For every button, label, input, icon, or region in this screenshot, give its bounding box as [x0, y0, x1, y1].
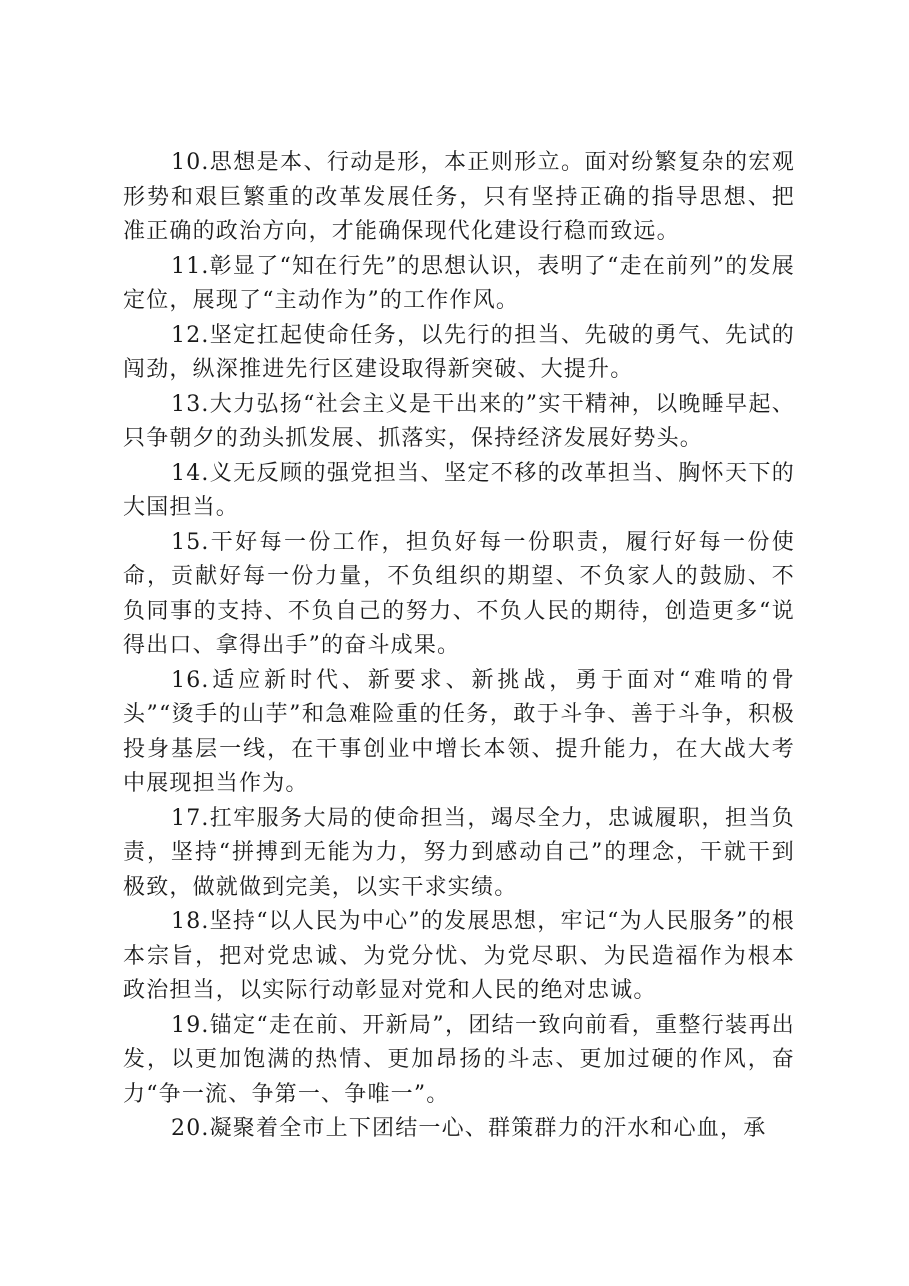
paragraph-19: 19.锚定“走在前、开新局”，团结一致向前看，重整行装再出发，以更加饱满的热情、更加昂扬的斗志、更加过硬的作风，奋力“争一流、争第一、争唯一”。 [123, 1012, 795, 1107]
paragraph-14: 14.义无反顾的强党担当、坚定不移的改革担当、胸怀天下的大国担当。 [123, 460, 795, 520]
paragraph-13: 13.大力弘扬“社会主义是干出来的”实干精神，以晚睡早起、只争朝夕的劲头抓发展、抓落实，保持经济发展好势头。 [123, 391, 795, 451]
paragraph-12: 12.坚定扛起使命任务，以先行的担当、先破的勇气、先试的闯劲，纵深推进先行区建设取得新突破、大提升。 [123, 322, 795, 382]
paragraph-18: 18.坚持“以人民为中心”的发展思想，牢记“为人民服务”的根本宗旨，把对党忠诚、为党分忧、为党尽职、为民造福作为根本政治担当，以实际行动彰显对党和人民的绝对忠诚。 [123, 909, 795, 1003]
paragraph-17: 17.扛牢服务大局的使命担当，竭尽全力，忠诚履职，担当负责，坚持“拼搏到无能为力，努力到感动自己”的理念，干就干到极致，做就做到完美，以实干求实绩。 [123, 805, 795, 900]
paragraph-20: 20.凝聚着全市上下团结一心、群策群力的汗水和心血，承 [171, 1116, 767, 1141]
paragraph-11: 11.彰显了“知在行先”的思想认识，表明了“走在前列”的发展定位，展现了“主动作为”的工作作风。 [123, 253, 795, 313]
paragraph-15: 15.干好每一份工作，担负好每一份职责，履行好每一份使命，贡献好每一份力量，不负组织的期望、不负家人的鼓励、不负同事的支持、不负自己的努力、不负人民的期待，创造更多“说得出口、拿得出手”的奋斗成果。 [123, 529, 795, 658]
paragraph-16: 16.适应新时代、新要求、新挑战，勇于面对“难啃的骨头”“烫手的山芋”和急难险重的任务，敢于斗争、善于斗争，积极投身基层一线，在干事创业中增长本领、提升能力，在大战大考中展现担当作为。 [123, 667, 795, 796]
paragraph-10: 10.思想是本、行动是形，本正则形立。面对纷繁复杂的宏观形势和艰巨繁重的改革发展任务，只有坚持正确的指导思想、把准正确的政治方向，才能确保现代化建设行稳而致远。 [123, 150, 795, 244]
document-body [123, 146, 795, 1147]
